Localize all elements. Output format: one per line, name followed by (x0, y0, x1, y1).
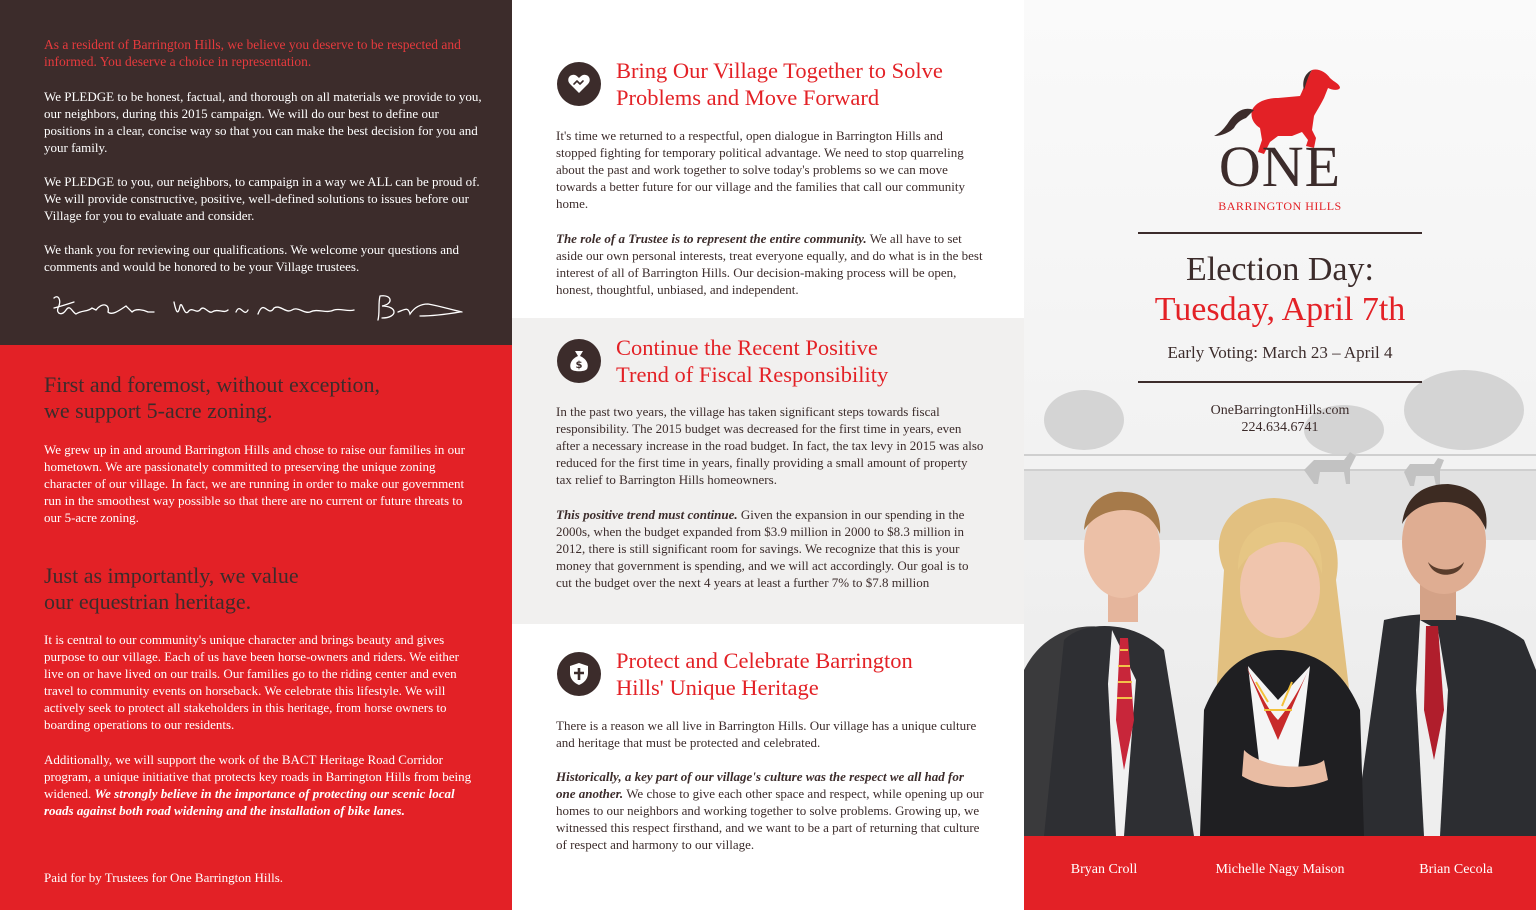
fiscal-paragraph-2: This positive trend must continue. Given the expansion in our spending in the 2000s, when the budget expanded from $3.9 million in 2000 to $8.3 million in 2012, there is still significant room for savings. We recognize that this is your money that government is spending, and we will act accordingly. Our goal is to cut the budget over the next 4 years at least a further 7% to $7.8 million (556, 507, 969, 590)
election-day-label: Election Day: (1186, 251, 1374, 288)
zoning-section (0, 345, 512, 910)
intro-text: As a resident of Barrington Hills, we believe you deserve to be respected and informed. You deserve a choice in representation. (44, 37, 461, 69)
middle-panel (512, 0, 1024, 910)
candidate-name-1: Bryan Croll (1070, 862, 1138, 877)
right-panel (1024, 0, 1536, 910)
left-panel (0, 0, 512, 910)
village-paragraph-2: The role of a Trustee is to represent the entire community. We all have to set aside our own personal interests, treat everyone equally, and do what is in the best interest of all of Barrington Hills. Our decision-making process will be open, honest, thoughtful, unbiased, and independent. (556, 231, 983, 297)
heritage-paragraph-2: Historically, a key part of our village's culture was the respect we all had for one another. We chose to give each other space and respect, while opening up our homes to our neighbors and working together to solve problems. Growing up, we witnessed this respect firsthand, and we want to be a part of returning that culture of respect and harmony to our village. (556, 769, 984, 852)
divider-bottom (1138, 381, 1422, 383)
candidate-name-2: Michelle Nagy Maison (1215, 862, 1345, 877)
candidates-photo (1024, 470, 1536, 836)
svg-text:$: $ (575, 360, 583, 371)
contact-info (1024, 402, 1536, 436)
pledge-paragraph-2: We PLEDGE to you, our neighbors, to campaign in a way we ALL can be proud of. We will provide constructive, positive, well-defined solutions to issues before our Village for you to evaluate and consider. (44, 174, 480, 223)
equestrian-paragraph: It is central to our community's unique character and brings beauty and gives purpose to our village. Each of us have been horse-owners and riders. We either live on or have lived on our trails. Our families go to the riding center and even travel to community events on horseback. We celebrate this lifestyle. We will actively seek to protect all stakeholders in this heritage, from horse owners to boarding operations to our residents. (44, 632, 459, 732)
handshake-icon (557, 62, 601, 106)
zoning-heading: First and foremost, without exception, we support 5-acre zoning. (44, 372, 381, 423)
election-date: Tuesday, April 7th (1154, 291, 1406, 328)
bact-emphasis: We strongly believe in the importance of protecting our scenic local roads against both road widening and the installation of bike lanes. (44, 786, 455, 818)
fiscal-paragraph-1: In the past two years, the village has taken significant steps towards fiscal responsibility. The 2015 budget was decreased for the first time in years, even after a necessary increase in the road budget. In fact, the tax levy in 2015 was also reduced for the first time in years, finally providing a small amount of property tax relief to Barrington Hills homeowners. (556, 404, 984, 487)
shield-icon (557, 652, 601, 696)
heritage-paragraph-1: There is a reason we all live in Barrington Hills. Our village has a unique culture and heritage that must be protected and celebrated. (556, 718, 977, 750)
phone-number: 224.634.6741 (1241, 420, 1319, 435)
bact-paragraph: Additionally, we will support the work of the BACT Heritage Road Corridor program, a unique initiative that protects key roads in Barrington Hills from being widened. We strongly believe in the importance of protecting our scenic local roads against both road widening and the installation of bike lanes. (44, 752, 472, 818)
village-paragraph-1: It's time we returned to a respectful, open dialogue in Barrington Hills and stopped fighting for temporary political advantage. We need to stop quarreling about the past and work together to solve today's problems so we can move towards a better future for our village and the families that call our community home. (556, 128, 966, 211)
pledge-paragraph-1: We PLEDGE to be honest, factual, and thorough on all materials we provide to you, our neighbors, during this 2015 campaign. We will do our best to define our positions in a clear, concise way so that you can make the best decision for you and your family. (44, 89, 482, 155)
pledge-section (0, 0, 512, 345)
paid-for-disclaimer: Paid for by Trustees for One Barrington Hills. (44, 870, 284, 885)
divider-top (1138, 232, 1422, 234)
equestrian-heading: Just as importantly, we value our equestrian heritage. (44, 563, 299, 614)
thanks-paragraph: We thank you for reviewing our qualifications. We welcome your questions and comments and would be honored to be your Village trustees. (44, 242, 460, 274)
section-title-fiscal: Continue the Recent Positive Trend of Fiscal Responsibility (616, 335, 889, 387)
section-title-village: Bring Our Village Together to Solve Problems and Move Forward (616, 58, 943, 110)
money-bag-icon (557, 339, 601, 383)
early-voting-dates: Early Voting: March 23 – April 4 (1167, 343, 1393, 362)
candidate-name-3: Brian Cecola (1419, 862, 1493, 877)
logo-wordmark: ONE (1218, 134, 1342, 199)
logo-subtitle: BARRINGTON HILLS (1218, 199, 1342, 213)
zoning-paragraph: We grew up in and around Barrington Hills and chose to raise our families in our hometown. We are passionately committed to preserving the unique zoning character of our village. In fact, we are running in order to make our government run in the smoothest way possible so that there are no current or future threats to our 5-acre zoning. (44, 442, 465, 525)
website-link[interactable]: OneBarringtonHills.com (1210, 403, 1350, 418)
signatures-image (48, 290, 478, 326)
section-title-heritage: Protect and Celebrate Barrington Hills' Unique Heritage (616, 648, 913, 700)
